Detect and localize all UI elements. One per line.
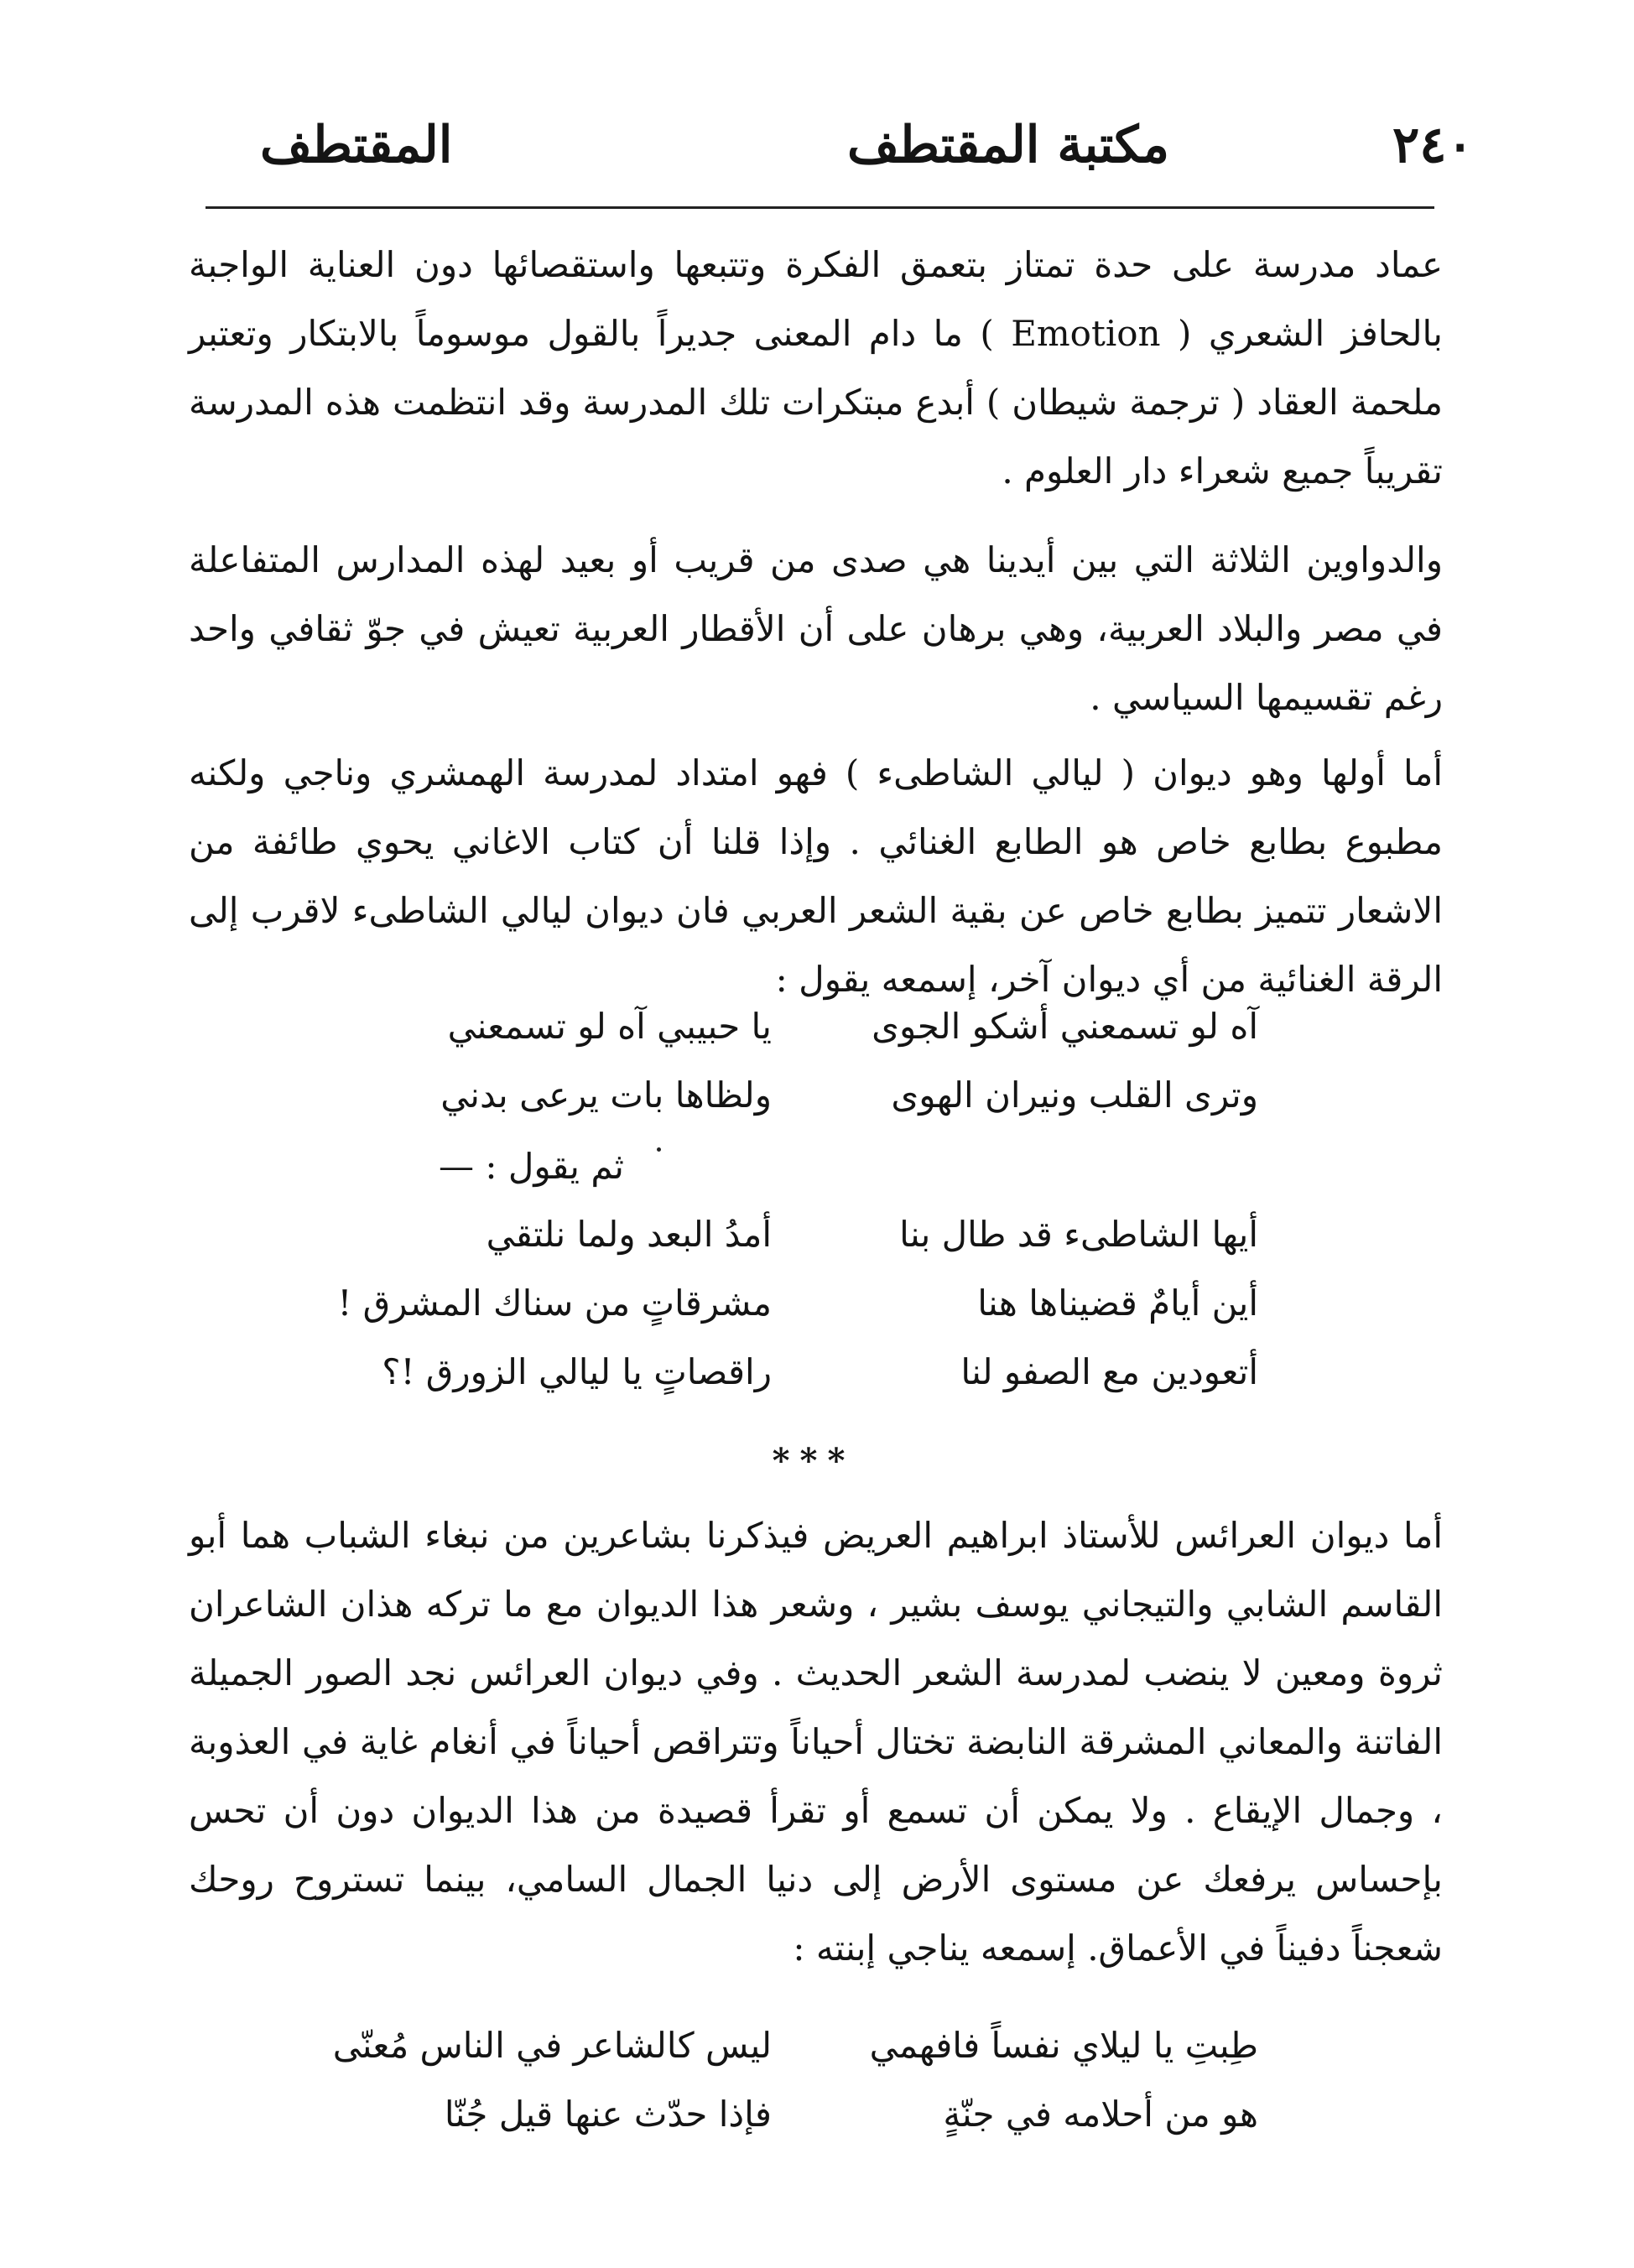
verse-hemistich-first: وترى القلب ونيران الهوى <box>891 1074 1258 1116</box>
verse-hemistich-first: آه لو تسمعني أشكو الجوى <box>872 1005 1258 1047</box>
verse-hemistich-first: أيها الشاطىء قد طال بنا <box>899 1213 1258 1255</box>
paragraph-4 <box>189 1501 1443 1983</box>
poem-verses-3 <box>332 2011 1258 2148</box>
paragraph-text: أما ديوان العرائس للأستاذ ابراهيم العريض فيذكرنا بشاعرين من نبغاء الشباب هما أبو القاسم الشابي والتيجاني يوسف بشير ، وشعر هذا الديوان مع ما تركه هذان الشاعران ثروة ومعين لا ينضب لمدرسة الشعر الحديث . وفي ديوان العرائس نجد الصور الجميلة الفاتنة والمعاني المشرقة النابضة تختال أحياناً وتتراقص أحياناً في أنغام غاية في العذوبة ، وجمال الإيقاع . ولا يمكن أن تسمع أو تقرأ قصيدة من هذا الديوان دون أن تحس بإحساس يرفعك عن مستوى الأرض إلى دنيا الجمال السامي، بينما تستروح روحك شعجناً دفيناً في الأعماق. إسمعه يناجي إبنته : <box>189 1515 1443 1969</box>
running-header <box>210 101 1474 193</box>
paragraph-3 <box>189 739 1443 1014</box>
verse-line <box>361 1060 1258 1129</box>
magazine-name: المقتطف <box>260 116 453 174</box>
verse-hemistich-first: طِبتِ يا ليلاي نفساً فافهمي <box>869 2024 1258 2066</box>
paragraph-2 <box>189 526 1443 732</box>
verse-hemistich-second: ولظاها بات يرعى بدني <box>440 1074 772 1116</box>
verse-line <box>361 2079 1258 2148</box>
page-number: ٢٤٠ <box>1392 116 1474 174</box>
verse-line <box>332 2011 1258 2079</box>
verse-hemistich-second: فإذا حدّث عنها قيل جُنّا <box>444 2093 772 2135</box>
verse-hemistich-first: هو من أحلامه في جنّةٍ <box>943 2093 1258 2135</box>
book-title: مكتبة المقتطف <box>847 116 1169 174</box>
paragraph-text: عماد مدرسة على حدة تمتاز بتعمق الفكرة وتتبعها واستقصائها دون العناية الواجبة بالحافز الشعري ( Emotion ) ما دام المعنى جديراً بالقول موسوماً بالابتكار وتعتبر ملحمة العقاد ( ترجمة شيطان ) أبدع مبتكرات تلك المدرسة وقد انتظمت هذه المدرسة تقريباً جميع شعراء دار العلوم . <box>189 244 1443 492</box>
verse-line <box>361 991 1258 1060</box>
paragraph-1 <box>189 231 1443 506</box>
verse-hemistich-second: ليس كالشاعر في الناس مُعنّى <box>332 2024 772 2066</box>
paragraph-text: أما أولها وهو ديوان ( ليالي الشاطىء ) فهو امتداد لمدرسة الهمشري وناجي ولكنه مطبوع بطابع خاص هو الطابع الغنائي . وإذا قلنا أن كتاب الاغاني يحوي طائفة من الاشعار تتميز بطابع خاص عن بقية الشعر العربي فان ديوان ليالي الشاطىء لاقرب إلى الرقة الغنائية من أي ديوان آخر، إسمعه يقول : <box>189 752 1443 1000</box>
section-separator: *** <box>772 1441 856 1480</box>
poem-verses-1 <box>361 991 1258 1129</box>
verse-line <box>361 1337 1258 1406</box>
verse-hemistich-first: أتعودين مع الصفو لنا <box>960 1350 1258 1392</box>
verse-intro-text: ثم يقول : — <box>439 1146 624 1187</box>
verse-intro <box>439 1132 624 1201</box>
verse-hemistich-first: أين أيامٌ قضيناها هنا <box>977 1282 1258 1324</box>
verse-hemistich-second: يا حبيبي آه لو تسمعني <box>447 1005 772 1047</box>
verse-hemistich-second: أمدُ البعد ولما نلتقي <box>486 1213 772 1255</box>
verse-line <box>337 1268 1258 1337</box>
header-rule <box>206 206 1434 209</box>
verse-hemistich-second: مشرقاتٍ من سناك المشرق ! <box>337 1282 772 1324</box>
verse-hemistich-second: راقصاتٍ يا ليالي الزورق !؟ <box>382 1350 772 1392</box>
verse-line <box>361 1199 1258 1268</box>
poem-verses-2 <box>337 1199 1258 1406</box>
ink-speck <box>657 1147 661 1152</box>
paragraph-text: والدواوين الثلاثة التي بين أيدينا هي صدى من قريب أو بعيد لهذه المدارس المتفاعلة في مصر والبلاد العربية، وهي برهان على أن الأقطار العربية تعيش في جوّ ثقافي واحد رغم تقسيمها السياسي . <box>189 539 1443 718</box>
